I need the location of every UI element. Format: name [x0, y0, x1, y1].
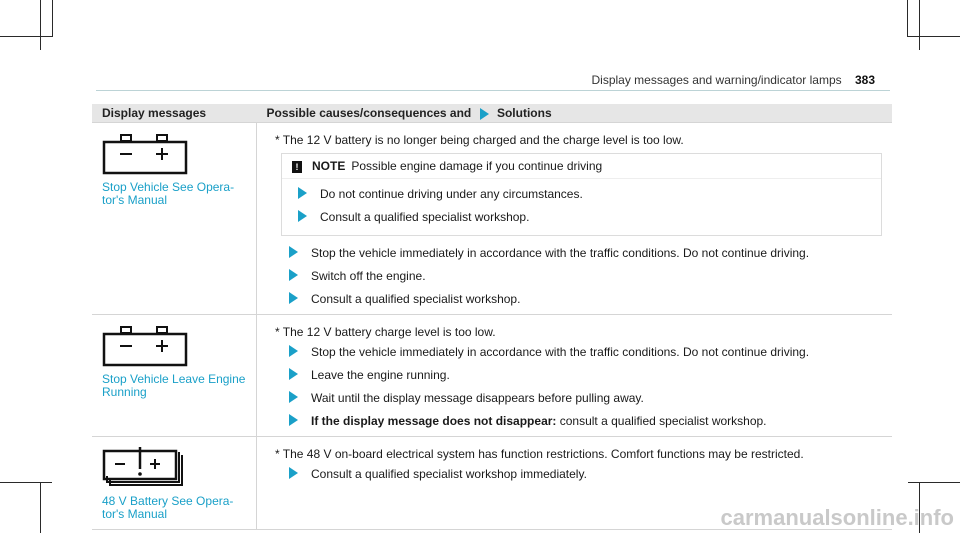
step-text: Stop the vehicle immediately in accordance with the traffic conditions. Do not continue driving. — [311, 246, 810, 260]
arrow-right-icon — [289, 414, 298, 426]
crop-mark — [907, 0, 908, 37]
table-row — [92, 315, 892, 437]
step-bold-text: If the display message does not disappear: — [311, 414, 557, 428]
running-header — [592, 73, 876, 87]
note-body — [282, 179, 881, 235]
col-header-causes-label: Possible causes/consequences and — [266, 106, 472, 120]
arrow-right-icon — [289, 368, 298, 380]
header-title: Display messages and warning/indicator lamps — [591, 73, 842, 87]
arrow-right-icon — [289, 391, 298, 403]
watermark: carmanualsonline.info — [720, 505, 954, 530]
message-cell — [92, 437, 257, 530]
48v-battery-icon — [102, 445, 188, 489]
list-item — [289, 368, 882, 382]
arrow-right-icon — [289, 292, 298, 304]
table-row — [92, 123, 892, 315]
step-text: consult a qualified specialist workshop. — [556, 414, 767, 428]
list-item — [289, 292, 882, 306]
step-text: Leave the engine running. — [311, 368, 450, 382]
cause-text: * The 12 V battery charge level is too low. — [275, 325, 496, 339]
crop-mark — [40, 483, 41, 533]
crop-mark — [40, 0, 41, 50]
cause-text: * The 48 V on-board electrical system has function restrictions. Comfort functions may be restricted. — [275, 447, 804, 461]
solution-cell — [257, 123, 893, 315]
table-header-row — [92, 104, 892, 123]
crop-mark — [919, 0, 920, 50]
col-header-causes — [257, 104, 893, 123]
arrow-right-icon — [298, 187, 307, 199]
list-item — [298, 187, 871, 201]
list-item — [289, 345, 882, 359]
arrow-right-icon — [289, 345, 298, 357]
arrow-right-icon — [298, 210, 307, 222]
note-text: Possible engine damage if you continue driving — [351, 159, 603, 173]
note-box — [281, 153, 882, 236]
message-caption: Stop Vehicle Leave Engine Running — [102, 372, 246, 399]
battery-icon — [102, 323, 188, 367]
step-text: Switch off the engine. — [311, 269, 426, 283]
header-rule — [96, 90, 890, 91]
step-text: Consult a qualified specialist workshop immediately. — [311, 467, 587, 481]
crop-mark — [908, 482, 960, 483]
list-item — [289, 391, 882, 405]
arrow-right-icon — [480, 108, 489, 120]
exclamation-icon: ! — [292, 161, 302, 173]
note-header — [282, 154, 881, 179]
solution-cell — [257, 315, 893, 437]
col-header-solutions-label: Solutions — [496, 106, 552, 120]
message-cell — [92, 315, 257, 437]
cause-text: * The 12 V battery is no longer being charged and the charge level is too low. — [275, 133, 684, 147]
display-messages-table — [92, 104, 892, 530]
battery-icon — [102, 131, 188, 175]
crop-mark — [0, 482, 52, 483]
list-item — [298, 210, 871, 224]
step-text: Do not continue driving under any circumstances. — [320, 187, 583, 201]
note-label: NOTE — [312, 159, 346, 173]
list-item — [289, 414, 882, 428]
message-caption: Stop Vehicle See Opera- tor's Manual — [102, 180, 235, 207]
step-text: Stop the vehicle immediately in accordance with the traffic conditions. Do not continue driving. — [311, 345, 810, 359]
step-text: Consult a qualified specialist workshop. — [320, 210, 530, 224]
crop-mark — [908, 36, 960, 37]
page-number: 383 — [854, 73, 875, 87]
step-text: Consult a qualified specialist workshop. — [311, 292, 521, 306]
message-cell — [92, 123, 257, 315]
arrow-right-icon — [289, 269, 298, 281]
step-text: Wait until the display message disappears before pulling away. — [311, 391, 644, 405]
crop-mark — [0, 36, 52, 37]
col-header-display-messages: Display messages — [92, 104, 257, 123]
list-item — [289, 246, 882, 260]
message-caption: 48 V Battery See Opera- tor's Manual — [102, 494, 234, 521]
arrow-right-icon — [289, 246, 298, 258]
list-item — [289, 467, 882, 481]
crop-mark — [52, 0, 53, 37]
list-item — [289, 269, 882, 283]
arrow-right-icon — [289, 467, 298, 479]
